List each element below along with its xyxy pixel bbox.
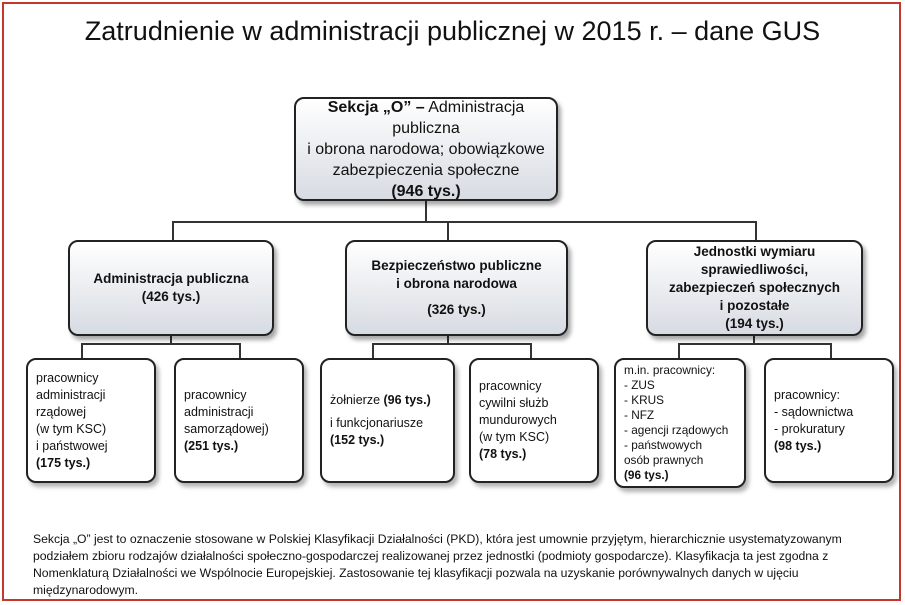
node-jednostki-wymiaru <box>646 240 863 336</box>
root-label-rest: Administracja publiczna <box>392 98 525 137</box>
node-administracja-publiczna <box>68 240 274 336</box>
leaf-line: (w tym KSC) <box>479 430 550 444</box>
leaf-line: - państwowych <box>624 438 703 452</box>
node-label: Administracja publiczna <box>93 271 249 286</box>
node-label-line2: sprawiedliwości, <box>700 262 809 277</box>
leaf-line: - agencji rządowych <box>624 423 729 437</box>
leaf-line: pracownicy <box>36 370 99 385</box>
connector-level2-right <box>755 221 757 241</box>
leaf-line: cywilni służb <box>479 396 549 410</box>
node-label-line3: zabezpieczeń społecznych <box>668 280 841 295</box>
connector-group1-right <box>239 343 241 358</box>
leaf-line: rządowej <box>36 404 87 419</box>
leaf-line: pracownicy <box>184 387 247 402</box>
leaf-pracownicy-cywilni <box>469 358 599 483</box>
node-bezpieczenstwo-publiczne <box>345 240 568 336</box>
connector-group1-left <box>81 343 83 358</box>
page-title: Zatrudnienie w administracji publicznej w 2015 r. – dane GUS <box>84 16 821 46</box>
leaf-line: m.in. pracownicy: <box>624 363 716 377</box>
leaf-line: samorządowej) <box>184 421 269 436</box>
node-label-line2: i obrona narodowa <box>396 276 517 291</box>
leaf-value: (251 tys.) <box>184 438 239 453</box>
leaf-line: administracji <box>184 404 254 419</box>
root-value: (946 tys.) <box>391 182 461 200</box>
leaf-line: i funkcjonariusze <box>330 416 424 430</box>
connector-level2-horizontal <box>172 221 757 223</box>
root-line3: zabezpieczenia społeczne <box>332 161 520 179</box>
leaf-value: (175 tys.) <box>36 455 91 470</box>
leaf-line: - NFZ <box>624 408 655 422</box>
leaf-line: - sądownictwa <box>774 404 854 419</box>
node-value: (326 tys.) <box>427 302 486 317</box>
connector-group2-horizontal <box>372 343 532 345</box>
leaf-sub-value: (96 tys.) <box>383 393 431 407</box>
connector-group1-horizontal <box>81 343 241 345</box>
leaf-line: administracji <box>36 387 106 402</box>
leaf-zolnierze-funkcjonariusze <box>320 358 455 483</box>
leaf-line: - ZUS <box>624 378 655 392</box>
node-value: (426 tys.) <box>141 289 201 304</box>
leaf-zus-krus-nfz <box>614 358 746 488</box>
footnote-text: Sekcja „O” jest to oznaczenie stosowane w Polskiej Klasyfikacji Działalności (PKD), która jest umownie przyjętym, hierarchicznie usystematyzowanym podziałem zbioru rodzajów działalności społeczno-gospodarczej realizowanej przez jednostki (podmioty gospodarcze). Klasyfikacja ta jest zgodna z Nomenklaturą Działalności we Wspólnocie Europejskiej. Zastosowanie tej klasyfikacji pozwala na uzyskanie porównywalnych danych w ujęciu międzynarodowym. <box>33 532 842 597</box>
leaf-line: pracownicy <box>479 379 542 393</box>
leaf-line: - prokuratury <box>774 421 845 436</box>
node-label-line4: i pozostałe <box>719 298 790 313</box>
root-line2: i obrona narodowa; obowiązkowe <box>307 140 545 158</box>
leaf-line: osób prawnych <box>624 453 704 467</box>
leaf-line: żołnierze <box>330 393 381 407</box>
leaf-value: (152 tys.) <box>330 433 385 447</box>
leaf-line: i państwowej <box>36 438 108 453</box>
connector-group2-right <box>530 343 532 358</box>
leaf-administracja-rzadowa <box>26 358 156 483</box>
connector-root-down <box>425 201 427 222</box>
connector-level2-left <box>172 221 174 241</box>
leaf-sadownictwo-prokuratura <box>764 358 894 483</box>
connector-level2-middle <box>447 221 449 241</box>
connector-group3-horizontal <box>678 343 832 345</box>
leaf-administracja-samorzadowa <box>174 358 304 483</box>
node-value: (194 tys.) <box>725 316 784 331</box>
root-label-bold: Sekcja „O” – <box>327 98 425 116</box>
connector-group2-left <box>372 343 374 358</box>
node-label-line1: Bezpieczeństwo publiczne <box>371 258 542 273</box>
leaf-line: pracownicy: <box>774 387 840 402</box>
connector-group3-right <box>830 343 832 358</box>
leaf-value: (78 tys.) <box>479 447 527 461</box>
leaf-line: (w tym KSC) <box>36 421 107 436</box>
leaf-value: (98 tys.) <box>774 438 822 453</box>
leaf-line: mundurowych <box>479 413 557 427</box>
connector-group3-left <box>678 343 680 358</box>
leaf-line: - KRUS <box>624 393 664 407</box>
node-label-line1: Jednostki wymiaru <box>693 244 816 259</box>
root-node-section-o <box>294 97 558 201</box>
leaf-value: (96 tys.) <box>624 468 669 482</box>
